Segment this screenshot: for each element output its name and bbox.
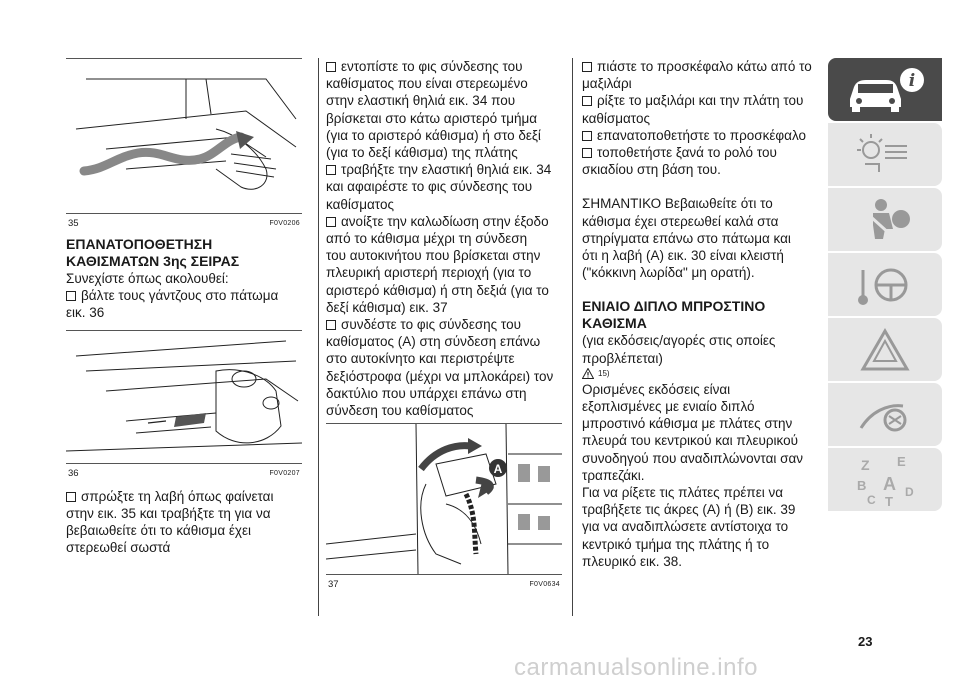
heading-line: ΚΑΘΙΣΜΑ [582,315,647,332]
bullet-text: από το κάθισμα μέχρι τη σύνδεση [326,231,528,247]
checkbox-icon [66,291,76,301]
intro-text: Συνεχίστε όπως ακολουθεί: [66,271,229,286]
warning-triangle-icon [845,325,925,375]
warning-reference [582,367,818,381]
checkbox-icon [326,320,336,330]
heading-line: ΚΑΘΙΣΜΑΤΩΝ 3ης ΣΕΙΡΑΣ [66,253,240,269]
bullet-text: στην εικ. 35 και τραβήξτε τη για να [66,505,271,521]
figure-code: F0V0634 [529,581,560,589]
column-divider [572,58,573,616]
para-line: πλευρικό εικ. 38. [582,553,683,569]
figure-code: F0V0206 [269,220,300,227]
figure-36-illustration [66,331,302,463]
column-1 [66,58,302,556]
para-line: πλευρά του κεντρικού και πλευρικού [582,433,798,449]
figure-37 [326,423,562,591]
important-note [582,195,818,281]
checkbox-icon [582,62,592,72]
paragraph [582,381,818,484]
bullet-item [66,287,302,321]
column-divider [318,58,319,616]
car-info-icon [840,65,930,115]
bullet-text: ρίξτε το μαξιλάρι και την πλάτη του [597,93,804,109]
column-2 [326,58,562,591]
note-line: (για εκδόσεις/αγορές στις οποίες [582,333,776,349]
bullet-text: στερεωθεί σωστά [66,540,171,556]
para-line: τραβήξετε τις άκρες (A) ή (B) εικ. 39 [582,502,796,518]
bullet-text: σπρώξτε τη λαβή όπως φαίνεται [81,488,274,504]
watermark: carmanualsonline.info [514,654,758,681]
warning-number: 15) [598,369,610,379]
index-letter: A [883,473,896,494]
bullet-text: τοποθετήστε ξανά το ρολό του [597,145,777,161]
figure-36 [66,330,302,479]
bullet-text: σύνδεση του καθίσματος [326,403,474,419]
bullet-item [582,92,818,126]
checkbox-icon [66,492,76,502]
bullet-item [582,144,818,178]
para-line: Ορισμένες εκδόσεις είναι [582,381,731,397]
heading-line: ΕΠΑΝΑΤΟΠΟΘΕΤΗΣΗ [66,236,213,252]
figure-35-illustration [66,59,302,213]
checkbox-icon [326,217,336,227]
heading-line: ΕΝΙΑΙΟ ΔΙΠΛΟ ΜΠΡΟΣΤΙΝΟ [582,298,766,315]
important-line: στηρίγματα επάνω στο πάτωμα και [582,230,791,246]
bullet-item [326,161,562,213]
bullet-item [582,58,818,92]
para-line: μπροστινό κάθισμα με πλάτες στην [582,416,793,432]
airbag-person-icon [845,195,925,245]
important-line: κάθισμα έχει στερεωθεί καλά στα [582,213,779,229]
bullet-text: βρίσκεται στο κάτω αριστερό τμήμα [326,110,538,126]
tab-maintenance[interactable] [828,383,942,446]
para-line: Για να ρίξετε τις πλάτες πρέπει να [582,485,784,501]
bullet-text: εικ. 36 [66,305,105,321]
index-letter: D [905,484,914,499]
figure-code: F0V0207 [269,469,300,477]
bullet-text: στην ελαστική θηλιά εικ. 34 που [326,93,516,109]
bullet-text: εντοπίστε το φις σύνδεσης του [341,59,523,74]
bullet-text: στο αυτοκίνητο και περιστρέψτε [326,351,515,367]
checkbox-icon [582,148,592,158]
bullet-text: και αφαιρέστε το φις σύνδεσης του [326,179,533,195]
bullet-text: (για το αριστερό κάθισμα) ή στο δεξί [326,127,541,143]
para-line: για να αναδιπλώσετε αντίστοιχα το [582,519,789,535]
tab-dashboard-lights[interactable] [828,123,942,186]
para-line: εξοπλισμένες με ενιαίο διπλό [582,399,755,415]
figure-37-illustration [326,424,562,574]
service-wrench-icon [845,390,925,440]
index-letter: C [867,492,876,507]
bullet-text: καθίσματος [326,196,394,212]
checkbox-icon [582,131,592,141]
bullet-text: (για το δεξί κάθισμα) της πλάτης [326,145,518,161]
figure-number: 37 [328,579,339,591]
index-letters-icon [845,452,925,508]
warning-triangle-icon [582,368,594,379]
bullet-item [66,488,302,557]
bullet-text: βάλτε τους γάντζους στο πάτωμα [81,288,279,304]
bullet-text: πλευρική αριστερή περιοχή (για το [326,265,532,281]
bullet-text: ανοίξτε την καλωδίωση στην έξοδο [341,213,549,229]
bullet-text: πιάστε το προσκέφαλο κάτω από το [597,59,812,74]
bullet-item [582,127,818,144]
bullet-item [326,316,562,419]
important-line: ότι η λαβή (A) εικ. 30 είναι κλειστή [582,248,784,264]
dashboard-lights-icon [845,130,925,180]
index-letter: Z [861,456,870,473]
figure-number: 36 [68,467,79,479]
bullet-text: βεβαιωθείτε ότι το κάθισμα έχει [66,523,252,539]
para-line: κεντρικό τμήμα της πλάτης ή το [582,536,770,552]
bullet-text: καθίσματος που είναι στερεωμένο [326,76,528,92]
bullet-text: μαξιλάρι [582,76,632,92]
callout-a-label: A [493,462,503,477]
bullet-text: σκιαδίου στη βάση του. [582,162,721,178]
checkbox-icon [582,96,592,106]
bullet-text: δεξί κάθισμα) εικ. 37 [326,299,448,315]
bullet-text: συνδέστε το φις σύνδεσης του [341,317,521,333]
checkbox-icon [326,62,336,72]
bullet-text: του αυτοκινήτου που βρίσκεται στην [326,248,541,264]
paragraph [582,484,818,570]
important-line: ("κόκκινη λωρίδα" μη ορατή). [582,265,755,281]
bullet-text: καθίσματος [582,110,650,126]
column-3 [582,58,818,570]
bullet-item [326,58,562,161]
bullet-text: καθίσματος (A) στη σύνδεση επάνω [326,334,541,350]
tab-car-info[interactable] [828,58,942,121]
index-letter: B [857,477,867,493]
tab-index[interactable] [828,448,942,511]
chapter-tabs [828,58,942,513]
index-letter: T [885,493,893,508]
para-line: τραπεζάκι. [582,467,645,483]
index-letter: E [897,453,906,469]
bullet-text: δακτύλιο που υπάρχει επάνω στη [326,385,527,401]
note-line: προβλέπεται) [582,350,663,366]
bullet-item [326,213,562,316]
figure-number: 35 [68,218,79,229]
section-heading [582,298,818,332]
tab-starting-driving[interactable] [828,253,942,316]
availability-note [582,332,818,366]
bullet-text: επανατοποθετήστε το προσκέφαλο [597,127,807,143]
tab-safety[interactable] [828,188,942,251]
tab-emergency[interactable] [828,318,942,381]
checkbox-icon [326,165,336,175]
important-line: ΣΗΜΑΝΤΙΚΟ Βεβαιωθείτε ότι το [582,196,773,212]
bullet-text: τραβήξτε την ελαστική θηλιά εικ. 34 [341,162,552,178]
page-number: 23 [858,634,873,649]
steering-key-icon [845,260,925,310]
figure-35 [66,58,302,229]
section-heading [66,236,302,270]
para-line: συνοδηγού που αναδιπλώνονται σαν [582,450,804,466]
bullet-text: αριστερό κάθισμα) ή στη δεξιά (για το [326,282,549,298]
svg-text:i: i [908,70,916,91]
bullet-text: δεξιόστροφα (μέχρι να μπλοκάρει) τον [326,368,554,384]
